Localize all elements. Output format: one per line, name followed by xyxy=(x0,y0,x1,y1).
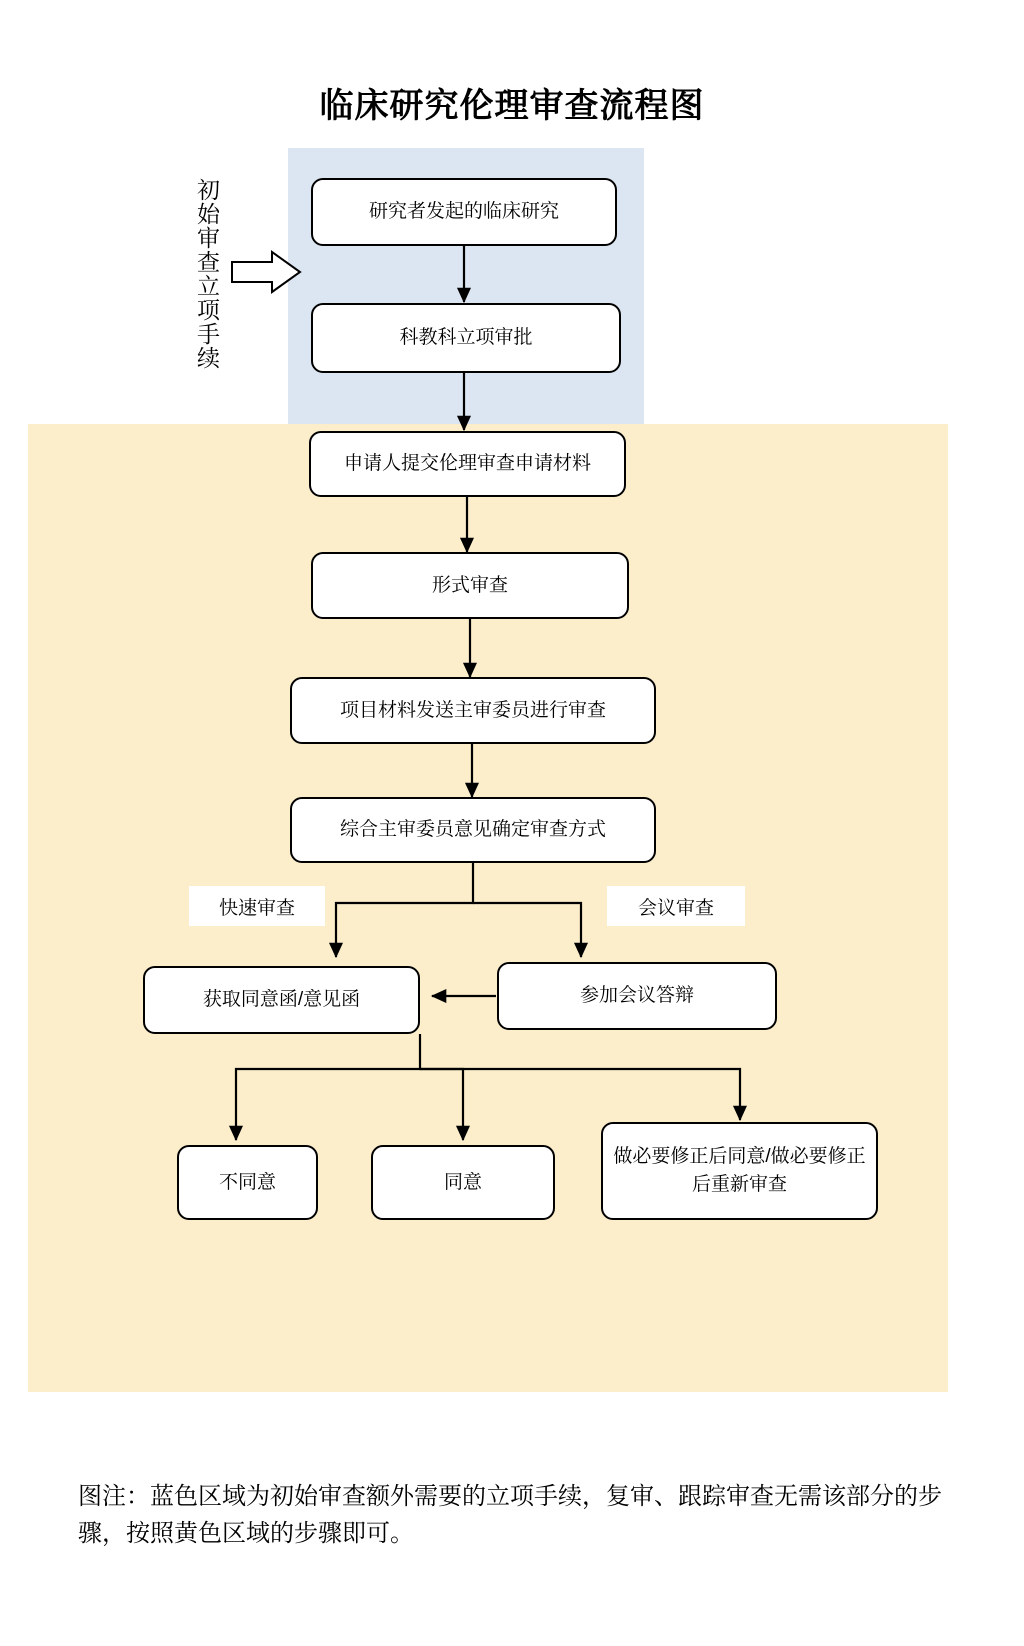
branch-label-text: 快速审查 xyxy=(218,897,295,919)
node-result-revise xyxy=(601,1122,878,1220)
node-label: 科教科立项审批 xyxy=(399,327,533,349)
node-send-to-primary-reviewer xyxy=(290,677,656,744)
node-obtain-approval-letter xyxy=(143,966,420,1034)
node-label: 研究者发起的临床研究 xyxy=(368,201,559,223)
node-department-approval xyxy=(311,303,621,373)
figure-caption: 图注：蓝色区域为初始审查额外需要的立项手续，复审、跟踪审查无需该部分的步骤，按照黄色区域的步骤即可。 xyxy=(78,1483,942,1548)
branch-label-fast-review xyxy=(189,886,325,926)
node-attend-meeting-defense xyxy=(497,962,777,1030)
node-result-approved xyxy=(371,1145,555,1220)
node-label: 申请人提交伦理审查申请材料 xyxy=(343,453,591,475)
branch-label-meeting-review xyxy=(607,886,745,926)
node-formal-review xyxy=(311,552,629,619)
node-label: 综合主审委员意见确定审查方式 xyxy=(339,819,606,841)
node-label: 项目材料发送主审委员进行审查 xyxy=(339,699,606,721)
node-investigator-initiated-study xyxy=(311,178,617,246)
node-label: 做必要修正后同意/做必要修正后重新审查 xyxy=(613,1146,866,1195)
node-label: 参加会议答辩 xyxy=(579,985,694,1007)
node-label: 形式审查 xyxy=(431,574,508,596)
page-title: 临床研究伦理审查流程图 xyxy=(319,87,705,125)
node-submit-application xyxy=(309,431,626,497)
node-label: 不同意 xyxy=(218,1171,276,1193)
node-result-disapproved xyxy=(177,1145,318,1220)
node-label: 获取同意函/意见函 xyxy=(202,989,361,1011)
node-label: 同意 xyxy=(443,1171,482,1193)
node-determine-review-type xyxy=(290,797,656,863)
side-label-initial-review: 初始审查立项手续 xyxy=(194,178,220,370)
branch-label-text: 会议审查 xyxy=(637,897,714,919)
